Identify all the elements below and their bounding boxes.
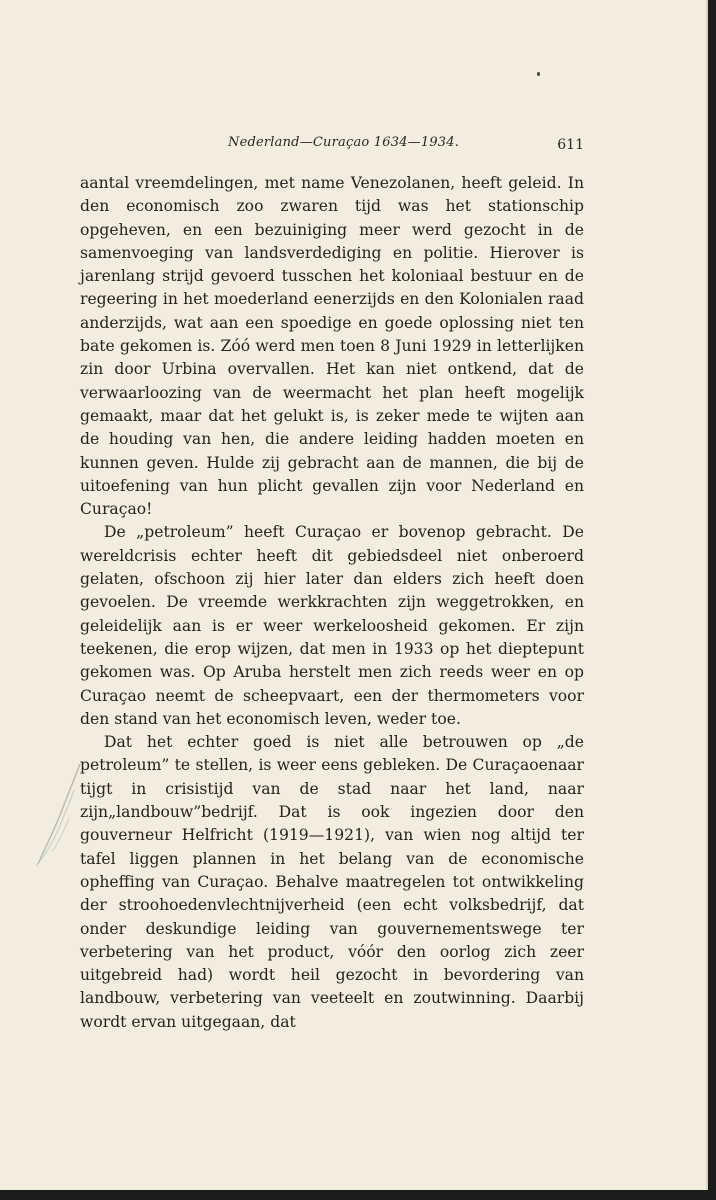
paragraph-3: Dat het echter goed is niet alle betrouwen op „de petroleum” te stellen, is weer eens gebleken. De Curaçaoenaar tijgt in crisistijd van de stad naar het land, naar zijn„landbouw”bedrijf. Dat is ook ingezien door den gouverneur Helfricht (1919—1921), van wien nog altijd ter tafel liggen plannen in het belang van de economische opheffing van Curaçao. Behalve maatregelen tot ontwikkeling der stroohoedenvlechtnijverheid (een echt volksbedrijf, dat onder deskundige leiding van gouvernementswege ter verbetering van het product, vóór den oorlog zich zeer uitgebreid had) wordt heil gezocht in bevordering van landbouw, verbetering van veeteelt en zoutwinning. Daarbij wordt ervan uitgegaan, dat (80, 733, 584, 1031)
running-header-title: Nederland—Curaçao 1634—1934. (228, 135, 460, 150)
running-header (80, 133, 584, 157)
paragraph-2: De „petroleum” heeft Curaçao er bovenop gebracht. De wereldcrisis echter heeft dit gebiedsdeel niet onberoerd gelaten, ofschoon zij hier later dan elders zich heeft doen gevoelen. De vreemde werkkrachten zijn weggetrokken, en geleidelijk aan is er weer werkeloosheid gekomen. Er zijn teekenen, die erop wijzen, dat men in 1933 op het dieptepunt gekomen was. Op Aruba herstelt men zich reeds weer en op Curaçao neemt de scheepvaart, een der thermometers voor den stand van het economisch leven, weder toe. (80, 523, 584, 728)
paragraph-1: aantal vreemdelingen, met name Venezolanen, heeft geleid. In den economisch zoo zwaren tijd was het stationschip opgeheven, en een bezuiniging meer werd gezocht in de samenvoeging van landsverdediging en politie. Hierover is jarenlang strijd gevoerd tusschen het koloniaal bestuur en de regeering in het moederland eenerzijds en den Kolonialen raad anderzijds, wat aan een spoedige en goede oplossing niet ten bate gekomen is. Zóó werd men toen 8 Juni 1929 in letterlijken zin door Urbina overvallen. Het kan niet ontkend, dat de verwaarloozing van de weermacht het plan heeft mogelijk gemaakt, maar dat het gelukt is, is zeker mede te wijten aan de houding van hen, die andere leiding hadden moeten en kunnen geven. Hulde zij gebracht aan de mannen, die bij de uitoefening van hun plicht gevallen zijn voor Nederland en Curaçao! (80, 174, 584, 519)
body-text (80, 172, 584, 1034)
page-number: 611 (557, 137, 584, 153)
ink-speck (537, 72, 540, 76)
margin-pencil-mark (22, 760, 82, 870)
